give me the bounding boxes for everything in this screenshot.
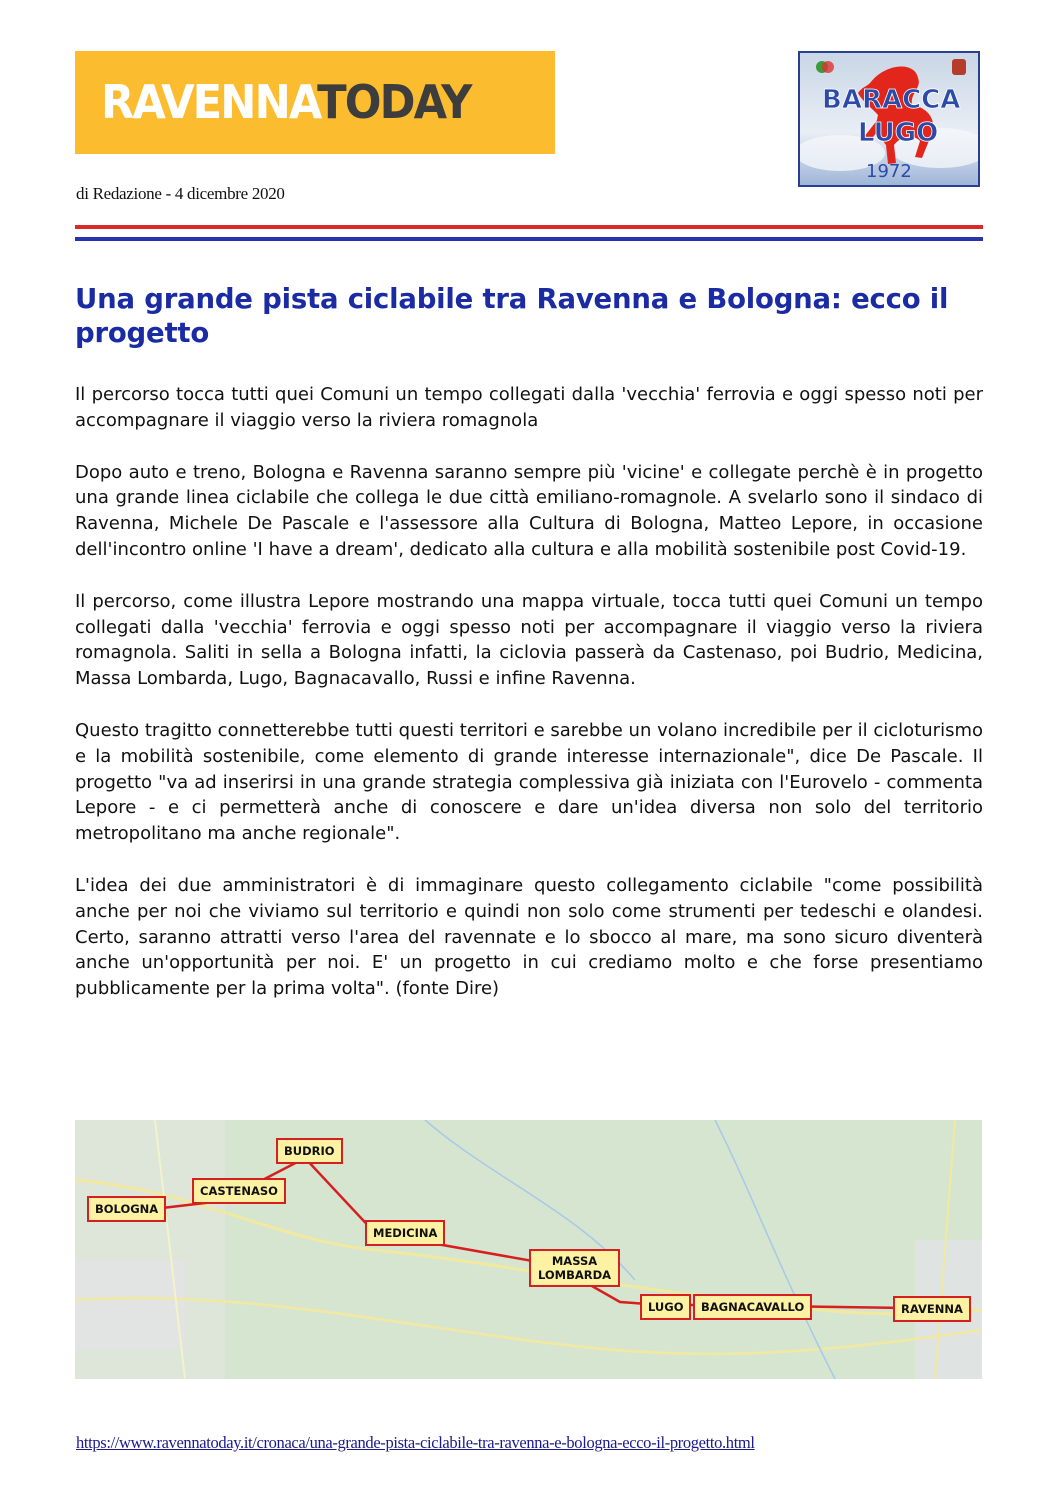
map-label-budrio: BUDRIO: [276, 1138, 343, 1164]
article-paragraph-1: Dopo auto e treno, Bologna e Ravenna saranno sempre più 'vicine' e collegate perchè è in progetto una grande linea ciclabile che collega le due città emiliano-romagnole. A svelarlo sono il sindaco di Ravenna, Michele De Pascale e l'assessore alla Cultura di Bologna, Matteo Lepore, in occasione dell'incontro online 'I have a dream', dedicato alla cultura e alla mobilità sostenibile post Covid-19.: [75, 461, 983, 560]
article-paragraph-2: Il percorso, come illustra Lepore mostrando una mappa virtuale, tocca tutti quei Comuni un tempo collegati dalla 'vecchia' ferrovia e oggi spesso noti per accompagnare il viaggio verso la riviera romagnola. Saliti in sella a Bologna infatti, la ciclovia passerà da Castenaso, poi Budrio, Medicina, Massa Lombarda, Lugo, Bagnacavallo, Russi e infine Ravenna.: [75, 590, 983, 690]
article-body: [75, 382, 983, 1028]
map-label-medicina: MEDICINA: [365, 1220, 445, 1246]
logo-ravenna: RAVENNA: [101, 75, 318, 129]
article-lede: Il percorso tocca tutti quei Comuni un tempo collegati dalla 'vecchia' ferrovia e oggi spesso noti per accompagnare il viaggio verso la riviera romagnola: [75, 384, 983, 431]
article-paragraph-4: L'idea dei due amministratori è di immaginare questo collegamento ciclabile "come possibilità anche per noi che viviamo sul territorio e quindi non solo come strumenti per tedeschi e olandesi. Certo, saranno attratti verso l'area del ravennate e lo sbocco al mare, ma sono sicuro diventerà anche un'opportunità per noi. E' un progetto in cui crediamo molto e che forse presentiamo pubblicamente per la prima volta". (fonte Dire): [75, 874, 983, 1000]
baracca-lugo-badge: [798, 51, 980, 187]
article-title: Una grande pista ciclabile tra Ravenna e Bologna: ecco il progetto: [75, 283, 949, 349]
map-label-ravenna: RAVENNA: [893, 1296, 971, 1322]
article-paragraph-3: Questo tragitto connetterebbe tutti questi territori e sarebbe un volano incredibile per il cicloturismo e la mobilità sostenibile, come elemento di grande interesse internazionale", dice De Pascale. Il progetto "va ad inserirsi in una grande strategia complessiva già iniziata con l'Eurovelo - commenta Lepore - e ci permetterà anche di conoscere e dare un'idea diversa non solo del territorio metropolitano ma anche regionale".: [75, 719, 983, 845]
divider-red: [75, 225, 983, 229]
source-url-link[interactable]: https://www.ravennatoday.it/cronaca/una-grande-pista-ciclabile-tra-ravenna-e-bologna-ecco-il-progetto.html: [76, 1433, 755, 1452]
route-map: [75, 1120, 982, 1379]
map-label-massa-lombarda: MASSA LOMBARDA: [529, 1249, 620, 1287]
map-label-castenaso: CASTENASO: [192, 1178, 286, 1204]
logo-today: TODAY: [317, 75, 471, 129]
ravennatoday-logo: [75, 51, 555, 154]
badge-year-text: 1972: [866, 161, 912, 182]
badge-artwork: [800, 53, 978, 185]
badge-baracca-text: BARACCA: [822, 85, 961, 115]
badge-lugo-text: LUGO: [858, 118, 939, 148]
byline: di Redazione - 4 dicembre 2020: [76, 184, 285, 203]
map-label-bagnacavallo: BAGNACAVALLO: [693, 1294, 812, 1320]
map-label-bologna: BOLOGNA: [87, 1196, 166, 1222]
logo-wordmark: [101, 75, 471, 129]
divider-blue: [75, 237, 983, 241]
map-label-lugo: LUGO: [640, 1294, 691, 1320]
